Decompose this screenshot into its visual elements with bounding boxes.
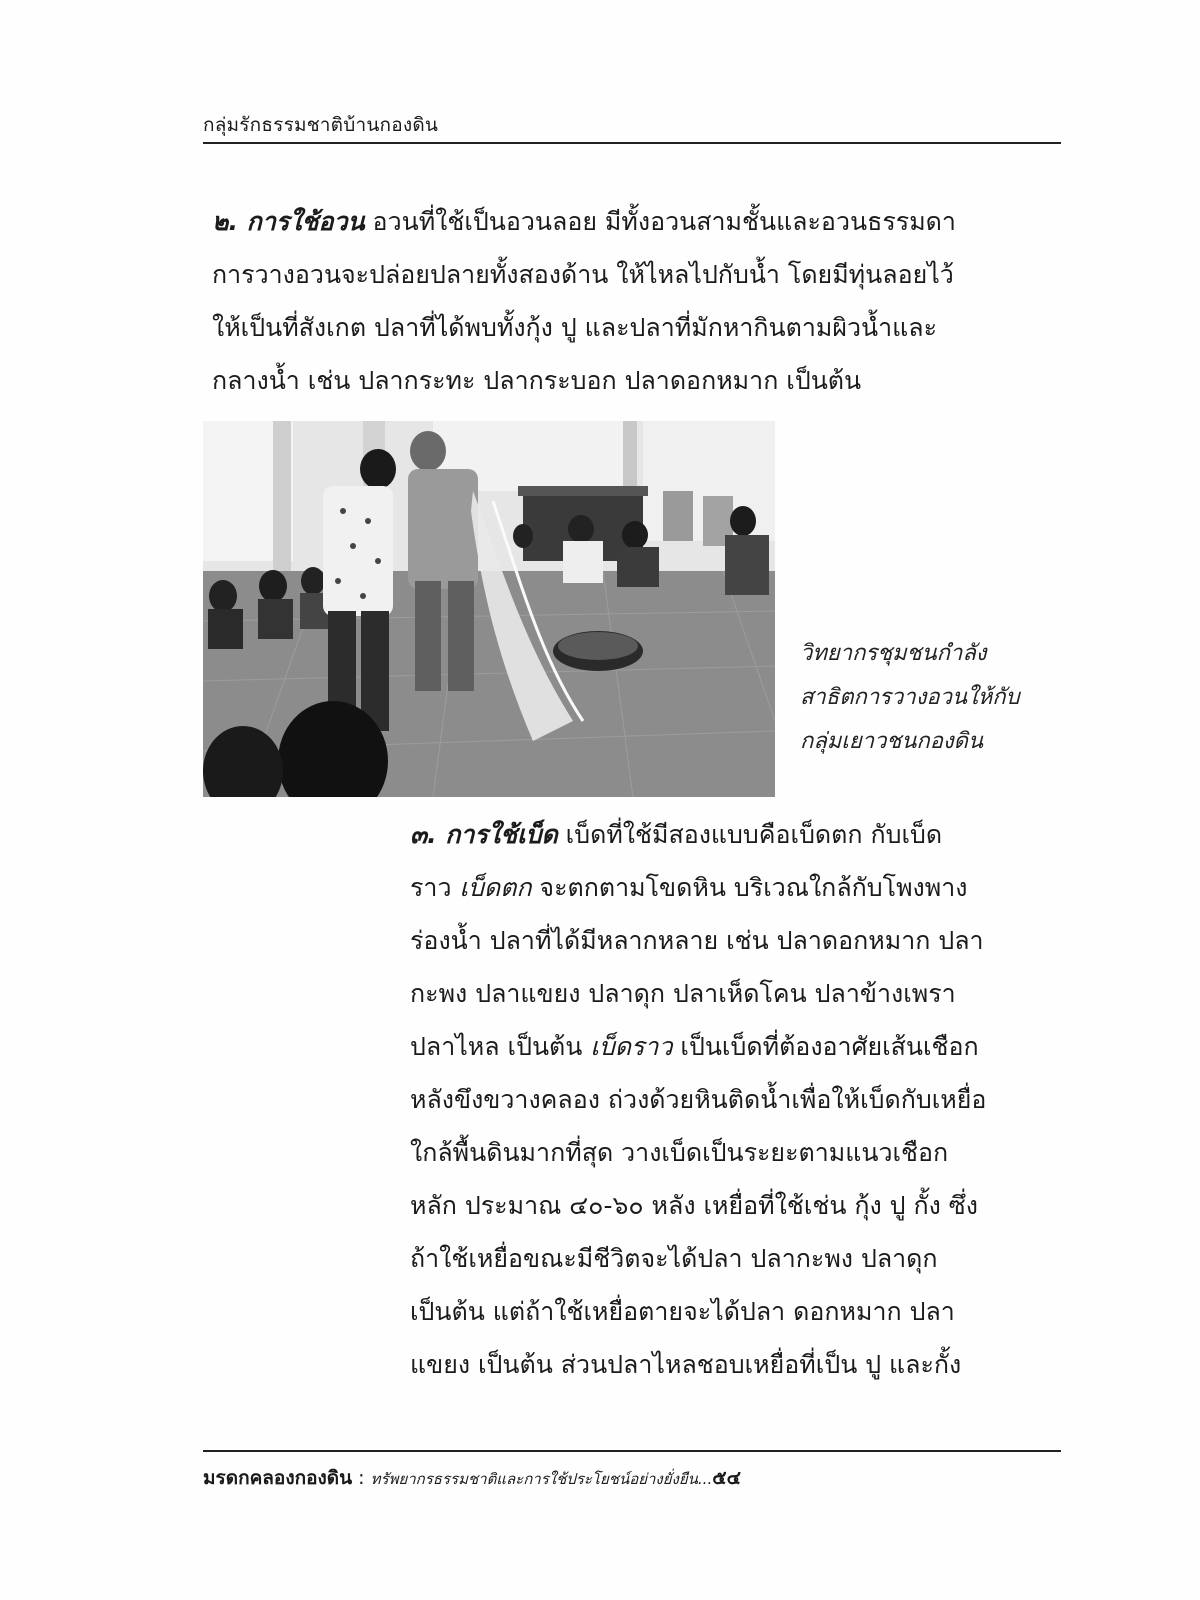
section-3-line-5: ปลาไหล เป็นต้น เบ็ดราว เป็นเบ็ดที่ต้องอาศัยเส้นเชือก — [410, 1032, 979, 1061]
section-2-text: อวนที่ใช้เป็นอวนลอย มีทั้งอวนสามชั้นและอวนธรรมดา — [364, 207, 956, 236]
section-3-line-11: แขยง เป็นต้น ส่วนปลาไหลชอบเหยื่อที่เป็น ปู และกั้ง — [410, 1350, 962, 1379]
footer-book-title: มรดกคลองกองดิน — [203, 1467, 353, 1489]
section-3-line-10: เป็นต้น แต่ถ้าใช้เหยื่อตายจะได้ปลา ดอกหมาก ปลา — [410, 1297, 955, 1326]
footer-rule — [203, 1450, 1061, 1452]
header-rule — [203, 142, 1061, 144]
section-2-line-3: ให้เป็นที่สังเกต ปลาที่ได้พบทั้งกุ้ง ปู และปลาที่มักหากินตามผิวน้ำและ — [212, 313, 938, 342]
caption-line-1: วิทยากรชุมชนกำลัง — [800, 641, 987, 666]
term-bet-tok: เบ็ดตก — [459, 873, 532, 902]
photo-caption — [800, 632, 1050, 764]
section-3-line-4: กะพง ปลาแขยง ปลาดุก ปลาเห็ดโคน ปลาข้างเพรา — [410, 979, 956, 1008]
footer-separator: : — [352, 1467, 371, 1489]
photo-illustration — [203, 421, 775, 797]
footer-subtitle: ทรัพยากรธรรมชาติและการใช้ประโยชน์อย่างยั่งยืน... — [370, 1470, 713, 1488]
section-3-line-9: ถ้าใช้เหยื่อขณะมีชีวิตจะได้ปลา ปลากะพง ปลาดุก — [410, 1244, 938, 1273]
page-number: ๕๔ — [712, 1467, 741, 1489]
section-3-line-8: หลัก ประมาณ ๔๐-๖๐ หลัง เหยื่อที่ใช้เช่น กุ้ง ปู กั้ง ซึ่ง — [410, 1191, 978, 1220]
caption-line-2: สาธิตการวางอวนให้กับ — [800, 685, 1020, 710]
section-3-line-6: หลังขึงขวางคลอง ถ่วงด้วยหินติดน้ำเพื่อให้เบ็ดกับเหยื่อ — [410, 1085, 987, 1114]
section-3-line-2: ราว เบ็ดตก จะตกตามโขดหิน บริเวณใกล้กับโพงพาง — [410, 873, 968, 902]
section-2-line-1 — [212, 195, 1062, 248]
section-3-paragraph — [410, 808, 1050, 1391]
section-2-heading: ๒. การใช้อวน — [212, 207, 365, 236]
section-3-heading: ๓. การใช้เบ็ด — [410, 820, 558, 849]
net-demonstration-photo — [203, 421, 775, 797]
caption-line-3: กลุ่มเยาวชนกองดิน — [800, 729, 983, 754]
running-header: กลุ่มรักธรรมชาติบ้านกองดิน — [203, 114, 439, 136]
term-bet-rao: เบ็ดราว — [590, 1032, 673, 1061]
section-3-line-3: ร่องน้ำ ปลาที่ได้มีหลากหลาย เช่น ปลาดอกหมาก ปลา — [410, 926, 984, 955]
section-2-line-2: การวางอวนจะปล่อยปลายทั้งสองด้าน ให้ไหลไปกับน้ำ โดยมีทุ่นลอยไว้ — [212, 260, 954, 289]
section-2-line-4: กลางน้ำ เช่น ปลากระทะ ปลากระบอก ปลาดอกหมาก เป็นต้น — [212, 366, 862, 395]
section-2-paragraph — [212, 195, 1062, 407]
section-3-line-1: ๓. การใช้เบ็ด เบ็ดที่ใช้มีสองแบบคือเบ็ดตก กับเบ็ด — [410, 820, 943, 849]
running-footer — [203, 1463, 1061, 1493]
section-3-line-7: ใกล้พื้นดินมากที่สุด วางเบ็ดเป็นระยะตามแนวเชือก — [410, 1138, 949, 1167]
